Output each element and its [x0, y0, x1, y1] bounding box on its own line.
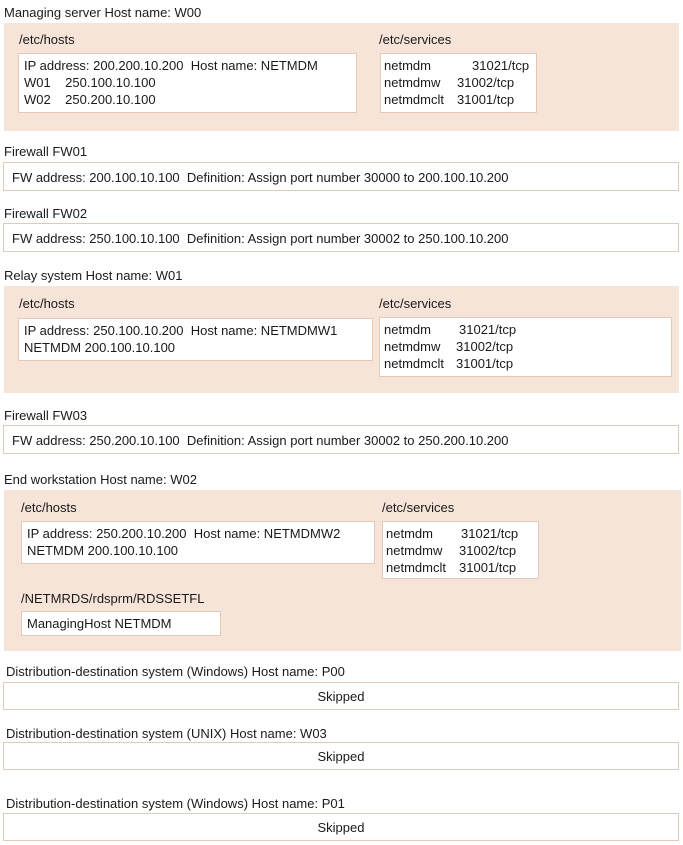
firewall-fw03-text: FW address: 250.200.10.100 Definition: Assign port number 30002 to 250.200.10.200	[12, 433, 509, 448]
relay-system-panel	[4, 286, 679, 393]
dest-p00-text: Skipped	[317, 689, 365, 704]
dest-w03-title: Distribution-destination system (UNIX) Host name: W03	[6, 726, 327, 741]
service-entry	[386, 559, 535, 576]
service-name: netmdm	[384, 322, 431, 337]
hosts-line: NETMDM 200.100.10.100	[27, 543, 179, 558]
end-workstation-hosts-label: /etc/hosts	[21, 500, 77, 515]
dest-p01-box	[3, 813, 679, 841]
service-entry	[384, 338, 667, 355]
hosts-line: IP address: 250.100.10.200 Host name: NETMDMW1	[24, 323, 338, 338]
rdssetfl-box	[21, 611, 221, 636]
firewall-fw03-title: Firewall FW03	[4, 408, 88, 423]
firewall-fw02-title: Firewall FW02	[4, 206, 88, 221]
service-name: netmdmw	[386, 543, 443, 558]
managing-server-title: Managing server Host name: W00	[4, 5, 202, 20]
service-name: netmdmclt	[386, 560, 446, 575]
managing-server-services-label: /etc/services	[379, 32, 452, 47]
firewall-fw02-text: FW address: 250.100.10.100 Definition: Assign port number 30002 to 250.100.10.200	[12, 231, 509, 246]
service-entry	[384, 355, 667, 372]
hosts-line: W01 250.100.10.100	[24, 75, 156, 90]
end-workstation-services-box	[382, 521, 539, 579]
service-name: netmdm	[386, 526, 433, 541]
service-entry	[386, 542, 535, 559]
firewall-fw02-box	[3, 223, 679, 252]
hosts-line: NETMDM 200.100.10.100	[24, 340, 176, 355]
service-port: 31021/tcp	[461, 526, 519, 541]
managing-server-panel	[4, 23, 679, 131]
dest-p00-title: Distribution-destination system (Windows) Host name: P00	[6, 664, 345, 679]
service-name: netmdm	[384, 58, 431, 73]
dest-p00-box	[3, 682, 679, 710]
service-port: 31001/tcp	[456, 356, 514, 371]
service-name: netmdmclt	[384, 356, 444, 371]
dest-p01-text: Skipped	[317, 820, 365, 835]
service-port: 31021/tcp	[459, 322, 517, 337]
service-entry	[384, 74, 533, 91]
relay-system-services-label: /etc/services	[379, 296, 452, 311]
rdssetfl-text: ManagingHost NETMDM	[27, 616, 172, 631]
service-port: 31021/tcp	[472, 58, 530, 73]
service-port: 31001/tcp	[459, 560, 517, 575]
service-port: 31002/tcp	[456, 339, 514, 354]
service-entry	[386, 525, 535, 542]
rdssetfl-label: /NETMRDS/rdsprm/RDSSETFL	[21, 591, 205, 606]
relay-system-title: Relay system Host name: W01	[4, 268, 183, 283]
managing-server-hosts-label: /etc/hosts	[19, 32, 75, 47]
end-workstation-services-label: /etc/services	[382, 500, 455, 515]
hosts-line: IP address: 200.200.10.200 Host name: NETMDM	[24, 58, 318, 73]
service-port: 31001/tcp	[457, 92, 515, 107]
service-entry	[384, 57, 533, 74]
managing-server-services-box	[380, 53, 537, 113]
firewall-fw03-box	[3, 425, 679, 454]
service-entry	[384, 321, 667, 338]
service-port: 31002/tcp	[459, 543, 517, 558]
service-name: netmdmw	[384, 339, 441, 354]
relay-system-hosts-label: /etc/hosts	[19, 296, 75, 311]
managing-server-hosts-box	[18, 53, 357, 113]
dest-w03-text: Skipped	[317, 749, 365, 764]
hosts-line: IP address: 250.200.10.200 Host name: NETMDMW2	[27, 526, 341, 541]
firewall-fw01-box	[3, 162, 679, 191]
hosts-line: W02 250.200.10.100	[24, 92, 156, 107]
service-name: netmdmclt	[384, 92, 444, 107]
relay-system-services-box	[379, 317, 672, 377]
dest-p01-title: Distribution-destination system (Windows) Host name: P01	[6, 796, 345, 811]
end-workstation-title: End workstation Host name: W02	[4, 472, 197, 487]
service-entry	[384, 91, 533, 108]
firewall-fw01-title: Firewall FW01	[4, 144, 88, 159]
service-name: netmdmw	[384, 75, 441, 90]
dest-w03-box	[3, 742, 679, 770]
service-port: 31002/tcp	[457, 75, 515, 90]
relay-system-hosts-box	[18, 318, 373, 361]
end-workstation-panel	[4, 490, 681, 651]
end-workstation-hosts-box	[21, 521, 375, 564]
firewall-fw01-text: FW address: 200.100.10.100 Definition: Assign port number 30000 to 200.100.10.200	[12, 170, 509, 185]
